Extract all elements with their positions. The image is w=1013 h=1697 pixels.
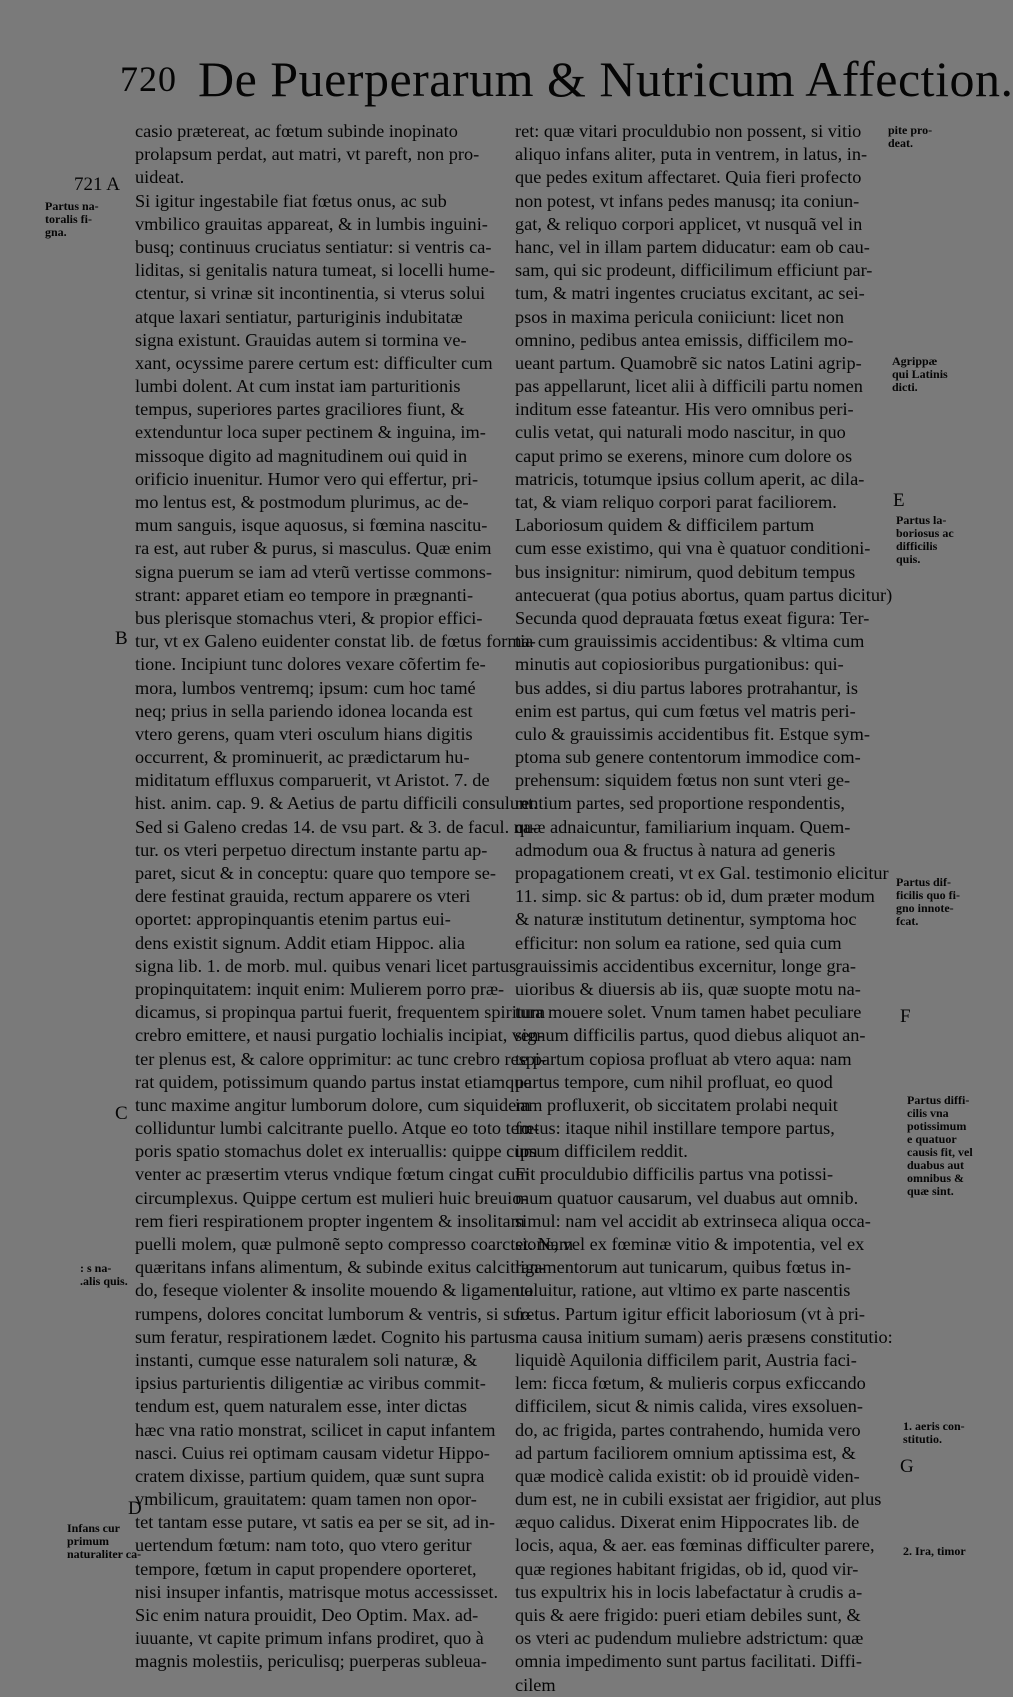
text-line: rumpens, dolores concitat lumborum & ventris, si sur- — [135, 1303, 532, 1324]
text-line: signa puerum se iam ad vterũ vertisse commons- — [135, 561, 492, 582]
text-line: tione. Incipiunt tunc dolores vexare cõfertim fe- — [135, 654, 486, 675]
text-line: tunc maxime angitur lumborum dolore, cum siquidem — [135, 1094, 531, 1115]
text-line: uertendum fœtum: nam toto, quo vtero geritur — [135, 1535, 472, 1556]
text-line: prehensum: siquidem fœtus non sunt vteri ge- — [515, 770, 851, 791]
text-line: mo lentus est, & postmodum plurimus, ac de- — [135, 492, 469, 512]
text-line: tura mouere solet. Vnum tamen habet peculiare — [515, 1002, 862, 1023]
text-line: ptoma sub genere contentorum immodice com- — [515, 747, 861, 768]
text-line: antecuerat (qua potius abortus, quam partus dicitur) — [515, 584, 893, 605]
page-number: 720 — [120, 59, 177, 99]
text-line: ad partum faciliorem omnium aptissima est, & — [515, 1442, 856, 1463]
text-line: strant: apparet etiam eo tempore in prægnanti- — [135, 584, 474, 605]
text-line: sam, qui sic prodeunt, difficilimum efficiunt par- — [515, 260, 873, 281]
right-text-column — [515, 120, 893, 1697]
text-line: fœtus. Partum igitur efficit laboriosum (vt à pri- — [515, 1303, 865, 1324]
text-line: non potest, vt infans pedes manusq; ita coniun- — [515, 190, 860, 211]
text-line: extenduntur loca super pectinem & inguina, im- — [135, 422, 486, 443]
text-line: liditas, si genitalis natura tumeat, si locelli hume- — [135, 260, 495, 281]
text-line: grauissimis accidentibus excernitur, longe gra- — [515, 955, 856, 976]
text-line: cilem — [515, 1674, 556, 1695]
text-line: partus tempore, cum nihil profluat, eo quod — [515, 1071, 833, 1092]
text-line: circumplexus. Quippe certum est mulieri huic breuio- — [135, 1187, 528, 1208]
text-line: minutis aut copiosioribus purgationibus: qui- — [515, 654, 844, 675]
text-line: caput primo se exerens, minore cum dolore os — [515, 445, 853, 466]
text-line: propagationem creati, vt ex Gal. testimonio elicitur — [515, 863, 889, 883]
text-line: instanti, cumque esse naturalem soli naturæ, & — [135, 1349, 478, 1370]
running-title: De Puerperarum & Nutricum Affection. — [198, 51, 1013, 107]
text-line: psos in maxima pericula coniiciunt: licet non — [515, 306, 844, 327]
text-line: crebro emittere, et nausi purgatio lochialis incipiat, ven- — [135, 1025, 545, 1046]
text-line: neq; prius in sella pariendo idonea locanda est — [135, 700, 473, 721]
margin-note-aeris-constitutio: 1. aeris con- stitutio. — [903, 1419, 965, 1446]
text-line: tempus, superiores partes graciliores fiunt, & — [135, 399, 465, 420]
text-line: ter plenus est, & calore opprimitur: ac tunc crebro respi- — [135, 1048, 547, 1069]
text-line: do, ac frigida, partes contrahendo, humida vero — [515, 1419, 861, 1440]
text-line: vmbilico grauitas appareat, & in lumbis inguini- — [135, 213, 488, 234]
section-letter-g: G — [900, 1456, 914, 1477]
text-line: & naturæ institutum detinentur, symptoma hoc — [515, 909, 857, 930]
text-line: bus addes, si diu partus labores protrahantur, is — [515, 677, 858, 698]
running-header — [120, 50, 1013, 112]
text-line: enim est partus, qui cum fœtus vel matris peri- — [515, 700, 856, 721]
text-line: culo & grauissimis accidentibus fit. Estque sym- — [515, 723, 870, 744]
text-line: lem: ficca fœtum, & mulieris corpus exficcando — [515, 1373, 866, 1394]
text-line: tur. os vteri perpetuo directum instante partu ap- — [135, 839, 488, 860]
section-letter-c: C — [115, 1103, 128, 1124]
text-line: puelli molem, quæ pulmonẽ septo compresso coarctet. Nam — [135, 1234, 574, 1254]
text-line: que pedes exitum affectaret. Quia fieri profecto — [515, 167, 862, 188]
section-letter-f: F — [900, 1006, 911, 1027]
section-letter-b: B — [115, 628, 128, 649]
text-line: quæritans infans alimentum, & subinde exitus calcitran- — [135, 1257, 545, 1278]
text-line: cum esse existimo, qui vna è quatuor conditioni- — [515, 538, 871, 559]
section-letter-e: E — [893, 490, 905, 511]
text-line: tat, & viam reliquo corpori parat faciliorem. — [515, 492, 837, 512]
text-line: mum sanguis, isque aquosus, si fœmina nascitu- — [135, 515, 488, 536]
text-line: lumbi dolent. At cum instat iam parturitionis — [135, 376, 461, 397]
text-line: efficitur: non solum ea ratione, sed quia cum — [515, 932, 842, 953]
text-line: locis, aqua, & aer. eas fœminas difficulter parere, — [515, 1535, 875, 1556]
text-line: ma causa initium sumam) aeris præsens constitutio: — [515, 1326, 893, 1347]
text-line: os vteri ac pudendum muliebre adstrictum: quæ — [515, 1628, 864, 1649]
text-line: Sic enim natura prouidit, Deo Optim. Max. ad- — [135, 1605, 479, 1625]
text-line: omnino, pedibus antea emissis, difficilem mo- — [515, 329, 854, 350]
margin-note-partus-naturalis-signa: Partus na- toralis fi- gna. — [45, 199, 99, 239]
text-line: æquo calidus. Dixerat enim Hippocrates lib. de — [515, 1512, 860, 1533]
text-line: fœtus: itaque nihil instillare tempore partus, — [515, 1118, 835, 1139]
text-line: quæ modicè calida existit: ob id prouidè viden- — [515, 1465, 860, 1486]
text-line: dicamus, si propinqua partui fuerit, frequentem spiritum — [135, 1002, 546, 1023]
text-line: tendum est, quem naturalem esse, inter dictas — [135, 1396, 468, 1417]
text-line: tus expultrix his in locis labefactatur à crudis a- — [515, 1581, 863, 1602]
text-line: sum feratur, respirationem lædet. Cognito his partus — [135, 1326, 516, 1347]
text-line: culis vetat, qui naturali modo nascitur, in quo — [515, 422, 846, 443]
text-line: omnia impedimento sunt partus facilitati. Diffi- — [515, 1651, 862, 1672]
text-line: hæc vna ratio monstrat, scilicet in caput infantem — [135, 1419, 496, 1440]
text-line: nasci. Cuius rei optimam causam videtur Hippo- — [135, 1442, 490, 1463]
text-line: ueant partum. Quamobrẽ sic natos Latini agrip- — [515, 352, 862, 373]
text-line: vtero gerens, quam vteri osculum hians digitis — [135, 723, 473, 744]
text-line: bus insignitur: nimirum, quod debitum tempus — [515, 561, 856, 582]
text-line: bus plerisque stomachus vteri, & propior effici- — [135, 607, 483, 628]
text-line: do, feseque violenter & insolite mouendo & ligamenta — [135, 1280, 534, 1301]
text-line: quæ adnaicuntur, familiarium inquam. Quem- — [515, 816, 851, 837]
text-line: rentium partes, sed proportione respondentis, — [515, 793, 845, 814]
text-line: Sed si Galeno credas 14. de vsu part. & 3. de facul. na- — [135, 816, 538, 837]
text-line: inditum esse fateantur. His vero omnibus peri- — [515, 399, 854, 420]
text-line: quis & aere frigido: pueri etiam debiles sunt, & — [515, 1605, 861, 1625]
text-line: ligamentorum aut tunicarum, quibus fœtus in- — [515, 1257, 852, 1278]
text-line: hist. anim. cap. 9. & Aetius de partu difficili consulunt. — [135, 793, 538, 814]
text-line: casio prætereat, ac fœtum subinde inopinato — [135, 121, 458, 141]
text-line: uioribus & diuersis ab iis, quæ suopte motu na- — [515, 978, 861, 999]
text-line: xant, ocyssime parere certum est: difficulter cum — [135, 352, 493, 373]
text-line: te partum copiosa profluat ab vtero aqua: nam — [515, 1048, 852, 1069]
text-line: busq; continuus cruciatus sentiatur: si ventris ca- — [135, 236, 492, 257]
margin-note-agrippae: Agrippæ qui Latinis dicti. — [892, 354, 948, 394]
text-line: difficilem, sicut & nimis calida, vires exsoluen- — [515, 1396, 863, 1417]
text-line: vmbilicum, grauitatem: quam tamen non opor- — [135, 1489, 477, 1510]
text-line: uoluitur, ratione, aut vltimo ex parte nascentis — [515, 1280, 851, 1301]
text-line: signum difficilis partus, quod diebus aliquot an- — [515, 1025, 866, 1046]
section-letter-d: D — [128, 1498, 142, 1519]
text-line: mora, lumbos ventremq; ipsum: cum hoc tamé — [135, 677, 476, 698]
text-line: venter ac præsertim vterus vndique fœtum cingat cum — [135, 1164, 530, 1185]
margin-note-infans-cur: Infans cur primum naturaliter ca- — [67, 1521, 142, 1561]
text-line: cratem dixisse, partium quidem, quæ sunt supra — [135, 1465, 485, 1486]
text-line: oportet: appropinquantis etenim partus eui- — [135, 909, 451, 930]
text-line: Secunda quod deprauata fœtus exeat figura: Ter- — [515, 607, 870, 628]
text-line: Si igitur ingestabile fiat fœtus onus, ac sub — [135, 190, 447, 211]
left-text-column — [135, 120, 574, 1674]
text-line: gat, & reliquo corpori applicet, vt nusquã vel in — [515, 213, 863, 234]
margin-note-naturalis-quis: : s na- .alis quis. — [80, 1261, 128, 1288]
text-line: tur, vt ex Galeno euidenter constat lib. de fœtus forma- — [135, 631, 536, 652]
text-line: admodum oua & fructus à natura ad generis — [515, 839, 836, 860]
text-line: tum, & matri ingentes cruciatus excitant, ac sei- — [515, 283, 865, 304]
text-line: uideat. — [135, 167, 185, 188]
text-line: quæ regiones habitant frigidas, ob id, quod vir- — [515, 1558, 859, 1579]
text-line: rem fieri respirationem propter ingentem & insolitam — [135, 1210, 525, 1231]
text-line: Laboriosum quidem & difficilem partum — [515, 515, 815, 536]
margin-note-partus-difficilis-signo: Partus dif- ficilis quo fi- gno innote- fcat. — [896, 875, 961, 928]
margin-note-partus-laboriosus: Partus la- boriosus ac difficilis quis. — [896, 513, 954, 566]
text-line: signa lib. 1. de morb. mul. quibus venari licet partus — [135, 955, 517, 976]
text-line: propinquitatem: inquit enim: Mulierem porro præ- — [135, 978, 505, 999]
text-line: dere festinat grauida, rectum apparere os vteri — [135, 886, 471, 907]
text-line: orificio inuenitur. Humor vero qui effertur, pri- — [135, 468, 479, 489]
margin-note-ira-timor: 2. Ira, timor — [903, 1544, 966, 1558]
text-line: colliduntur lumbi calcitrante puello. Atque eo toto tem- — [135, 1118, 540, 1139]
text-line: ipsum difficilem reddit. — [515, 1141, 688, 1162]
text-line: prolapsum perdat, aut matri, vt pareft, non pro- — [135, 144, 480, 165]
text-line: iam profluxerit, ob siccitatem prolabi nequit — [515, 1094, 838, 1115]
text-line: rat quidem, potissimum quando partus instat etiamque — [135, 1071, 532, 1092]
text-line: occurrent, & prominuerit, ac prædictarum hu- — [135, 747, 470, 768]
text-line: matricis, totumque ipsius collum aperit, ac dila- — [515, 468, 865, 489]
text-line: ret: quæ vitari proculdubio non possent, si vitio — [515, 121, 862, 141]
text-line: tempore, fœtum in caput propendere oporteret, — [135, 1558, 477, 1579]
text-line: atque laxari sentiatur, parturiginis indubitatæ — [135, 306, 463, 327]
text-line: signa existunt. Grauidas autem si tormina ve- — [135, 329, 467, 350]
text-line: ctentur, si vrinæ sit incontinentia, si vterus solui — [135, 283, 486, 304]
margin-note-pite-prodeat: pite pro- deat. — [888, 123, 933, 150]
text-line: paret, sicut & in conceptu: quare quo tempore se- — [135, 863, 496, 883]
text-line: tia cum grauissimis accidentibus: & vltima cum — [515, 631, 865, 652]
text-line: iuuante, vt capite primum infans prodiret, quo à — [135, 1628, 484, 1649]
text-line: missoque digito ad magnitudinem oui quid in — [135, 445, 468, 466]
text-line: Fit proculdubio difficilis partus vna potissi- — [515, 1164, 834, 1185]
text-line: nisi insuper infantis, matrisque motus accessisset. — [135, 1581, 499, 1602]
margin-note-partus-difficilis-causae: Partus diffi- cilis vna potissimum e quatuor causis fit, vel duabus aut omnibus & quæ sint. — [907, 1093, 973, 1198]
text-line: dens existit signum. Addit etiam Hippoc. alia — [135, 932, 466, 953]
text-line: sione, vel ex fœminæ vitio & impotentia, vel ex — [515, 1234, 865, 1254]
text-line: liquidè Aquilonia difficilem parit, Austria faci- — [515, 1349, 857, 1370]
text-line: pas appellarunt, licet alii à difficili partu nomen — [515, 376, 863, 397]
text-line: poris spatio stomachus dolet ex interuallis: quippe cum — [135, 1141, 538, 1162]
text-line: magnis molestiis, periculisq; puerperas subleua- — [135, 1651, 487, 1672]
text-line: tet tantam esse putare, vt satis ea per se sit, ad in- — [135, 1512, 495, 1533]
text-line: dum est, ne in cubili exsistat aer frigidior, aut plus — [515, 1489, 882, 1510]
text-line: aliquo infans aliter, puta in ventrem, in latus, in- — [515, 144, 868, 165]
text-line: ipsius parturientis diligentiæ ac viribus commit- — [135, 1373, 486, 1394]
text-line: 11. simp. sic & partus: ob id, dum præter modum — [515, 886, 875, 907]
text-line: hanc, vel in illam partem diducatur: eam ob cau- — [515, 236, 870, 257]
text-line: simul: nam vel accidit ab extrinseca aliqua occa- — [515, 1210, 871, 1231]
text-line: mum quatuor causarum, vel duabus aut omnib. — [515, 1187, 859, 1208]
text-line: ra est, aut ruber & purus, si masculus. Quæ enim — [135, 538, 492, 559]
margin-marker-721-a: 721 A — [74, 174, 120, 195]
text-line: miditatum effluxus comparuerit, vt Aristot. 7. de — [135, 770, 490, 791]
